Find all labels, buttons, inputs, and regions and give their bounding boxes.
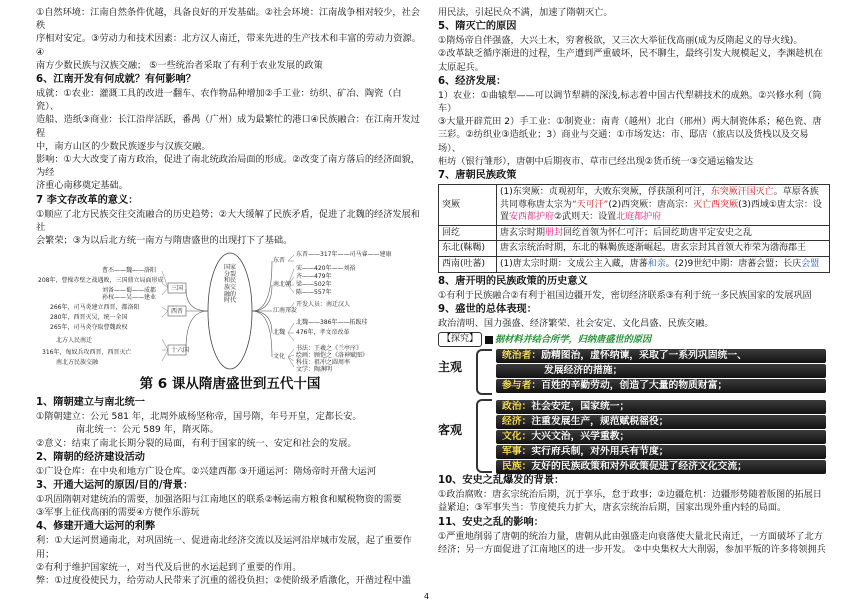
brace-icon	[476, 349, 492, 395]
mind-map-leaf: 266年，司马炎建立西晋，都洛阳	[50, 304, 140, 312]
text-line: ①隋朝建立：公元 581 年，北周外戚杨坚称帝，国号隋，年号开皇，定都长安。	[36, 411, 362, 423]
mind-map-node: 十六国	[171, 347, 190, 355]
text-line: 柜坊（银行雏形），唐朝中后期夜市、草市已经出现②货币统一③交通运输发达	[438, 155, 754, 167]
objective-label: 客观	[438, 423, 463, 438]
bar-label: 文化：	[502, 431, 532, 443]
bar-text: 发展经济的措施；	[544, 365, 623, 377]
reason-bar	[496, 364, 826, 378]
section-heading: 8、唐开明的民族政策的历史意义	[438, 275, 588, 287]
cell-text: (2)西突厥：唐高宗：	[608, 199, 694, 210]
table-cell-key: 东北(靺鞨)	[439, 241, 497, 257]
text-line: 成就：①农业：灌溉工具的改进一翻车、农作物品种增加②手工业：纺织、矿冶、陶瓷（白瓷）、	[36, 88, 402, 113]
section-heading: 7 李文存改革的意义：	[36, 194, 139, 206]
lesson-title: 第 6 课从隋唐盛世到五代十国	[139, 376, 321, 393]
section-heading: 5、隋灭亡的原因	[438, 21, 517, 33]
section-heading: 11、安史之乱的影响：	[438, 516, 544, 528]
mind-map-leaf: 476年，孝文帝改革	[296, 329, 350, 337]
mind-map-leaf: 北方人民南迁	[56, 337, 93, 345]
mind-map-leaf: 曹丕——魏——洛阳	[102, 267, 157, 275]
text-line: ②有利于维护国家统一，对当代及后世的水运起到了重要的作用。	[36, 561, 302, 573]
cell-text: (1)东突厥：贞观初年，大败东突厥，俘获颉利可汗，	[500, 187, 711, 198]
mind-map-node: 三国	[171, 285, 184, 293]
mind-map-center: 国家分裂和民族交融的时代	[223, 264, 236, 305]
bar-text: 实行府兵制，对外用兵有节度；	[531, 446, 669, 458]
cell-highlight: 东突厥汗国灭亡	[710, 187, 774, 198]
cell-highlight: “天可汗”	[572, 199, 609, 210]
cell-text: 回纥首领为怀仁可汗；后回纥助唐平定安史之乱	[563, 227, 753, 238]
table-cell-key: 突厥	[439, 185, 497, 226]
section-heading: 9、盛世的总体表现：	[438, 303, 537, 315]
mind-map-leaf: 208年，曹操赤壁之战遇败，三国鼎立局面形成	[38, 277, 164, 285]
section-heading: 7、唐朝民族政策	[438, 170, 517, 182]
text-line: ①隋炀帝自伴强盛，大兴土木，穷奢极欲，又三次大举征伐高丽(成为反隋起义的导火线)。	[438, 35, 803, 47]
text-line: 益紧迫；③军事失当：节度使兵力扩大，唐玄宗统治后期，国家出现外重内轻的局面。	[438, 502, 787, 514]
text-line: 政治清明、国力强盛、经济繁荣、社会安定、文化昌盛、民族交融。	[438, 317, 714, 329]
left-column	[36, 6, 424, 587]
text-line: 经济；另一方面促进了江南地区的进一步开发。 ②中央集权大大削弱，参加平叛的许多将领拥兵	[438, 543, 826, 555]
inquiry-tag: 【探究】	[438, 332, 482, 347]
mind-map-leaf: 东晋——317年——司马睿——建康	[296, 251, 392, 259]
bar-label: 军事：	[502, 446, 532, 458]
cell-text: 。草原各族共同尊称唐太宗为	[500, 187, 819, 210]
mind-map-leaf: 北魏——386年——拓跋珪	[296, 319, 368, 327]
bar-text: 百姓的辛勤劳动，创造了大量的物质财富；	[541, 380, 728, 392]
mind-map-node: 南北朝	[273, 281, 292, 289]
inquiry-box	[438, 332, 830, 473]
cell-highlight: 会盟	[801, 259, 820, 269]
section-heading: 4、修建开通大运河的利弊	[36, 521, 156, 533]
text-line: 会繁荣；③为以后北方统一南方与隋唐盛世的出现打下了基础。	[36, 235, 293, 247]
bar-label: 统治者：	[502, 350, 542, 362]
bar-text: 社会安定，国家统一；	[531, 401, 630, 413]
mind-map-node: 文化	[273, 353, 286, 361]
cell-text: ②武则天：设置	[554, 212, 617, 223]
mind-map-node: 江南开发	[273, 307, 298, 315]
section-heading: 10、安史之乱爆发的背景：	[438, 475, 565, 487]
mind-map-leaf: 孙权——吴——建业	[102, 294, 157, 302]
text-line: 序相对安定。③劳动力和技术因素：北方汉人南迁，带来先进的生产技术和丰富的劳动力资源。④	[36, 33, 421, 58]
bar-label: 参与者：	[502, 380, 542, 392]
table-cell-value	[497, 185, 830, 226]
table-row	[439, 225, 830, 241]
mind-map-node: 东晋	[273, 257, 286, 265]
cell-text: (3)西域①唐太宗：设置	[500, 199, 822, 223]
mind-map-leaf: 南北方民族交融	[56, 359, 99, 367]
text-line: 影响：①大大改变了南方政治，促进了南北统政治局面的形成。②改变了南方落后的经济面貌，为经	[36, 154, 420, 179]
text-line: ①顺应了北方民族交往交流融合的历史趋势；②大大缓解了民族矛盾，促进了北魏的经济发展和社	[36, 208, 420, 233]
bar-text: 励精图治，虚怀纳谏，采取了一系列巩固统一、	[541, 350, 747, 362]
text-line: ①巩固隋朝对建统治的需要，加强洛阳与江南地区的联系②畅运南方粮食和赋税物资的需要	[36, 494, 402, 506]
mind-map-leaf: 265年，司马炎夺取曹魏政权	[50, 324, 128, 332]
section-heading: 6、经济发展：	[438, 75, 507, 87]
square-bullet-icon	[485, 336, 493, 344]
mind-map-leaf: 开发人员：南迁汉人	[296, 301, 351, 309]
table-cell-key: 西南(吐蕃)	[439, 257, 497, 273]
cell-highlight: 册封	[545, 227, 564, 238]
bar-text: 注重发展生产，规范赋税徭役；	[531, 416, 669, 428]
text-line: 太原起兵。	[438, 61, 484, 73]
text-line: ③军事上征伐高丽的需要④方便作乐游玩	[36, 507, 200, 519]
mind-map-leaf: 陈——557年	[296, 289, 332, 297]
mind-map-leaf: 280年，西晋灭吴，统一全国	[50, 314, 128, 322]
text-line: ①自然环境：江南自然条件优越，具备良好的开发基础。②社会环境：江南战争相对较少，社会秩	[36, 7, 420, 32]
mind-map	[36, 249, 424, 374]
mind-map-leaf: 书法：王羲之《兰亭序》	[296, 345, 363, 353]
table-row	[439, 257, 830, 273]
reason-bar	[496, 445, 826, 459]
bar-label: 政治：	[502, 401, 532, 413]
mind-map-leaf: 科技：祖冲之圆周率	[296, 359, 351, 367]
section-heading: 3、开通大运河的原因/目的/背景：	[36, 480, 194, 492]
inquiry-header	[438, 332, 830, 347]
text-line: ②意义：结束了南北长期分裂的局面，有利于国家的统一、安定和社会的发展。	[36, 437, 357, 449]
text-line: 利：①大运河贯通南北，对巩固统一、促进南北经济交流以及运河沿岸城市发展，起了重要作用；	[36, 535, 412, 560]
reason-bar	[496, 415, 826, 429]
text-line: 南北统一：公元 589 年，隋灭陈。	[76, 424, 219, 436]
text-line: 弊：①过度役使民力，给劳动人民带来了沉重的徭役负担；②使阶级矛盾激化，开凿过程中滥	[36, 575, 411, 587]
reason-bar	[496, 379, 826, 393]
cell-highlight: 安西都护府	[509, 212, 555, 223]
text-line: ③大量开辟荒田 2）手工业：①制瓷业：南青（越州）北白（邢州）两大制瓷体系；秘色瓷、唐	[438, 116, 822, 128]
table-cell-value	[497, 225, 830, 241]
cell-highlight: 灭亡西突厥	[693, 199, 739, 210]
cell-text: (1)唐太宗时期：文成公主入藏，唐蕃	[500, 259, 648, 269]
text-line: ①有利于民族融合②有利于祖国边疆开发，密切经济联系③有利于统一多民族国家的发展巩固	[438, 289, 812, 301]
text-line: 中，南方山区的少数民族逐步与汉族交融。	[36, 140, 211, 152]
reason-bar	[496, 430, 826, 444]
inquiry-title: 据材料并结合所学，归纳唐盛世的原因	[495, 334, 652, 345]
table-cell-value: 唐玄宗统治时期，东北的靺鞨族逐渐崛起。唐玄宗封其首领大祚荣为渤海郡王	[497, 241, 830, 257]
text-line: 用民法，引起民众不满，加速了隋朝灭亡。	[438, 7, 613, 18]
text-line: 济重心南移奠定基础。	[36, 180, 128, 192]
table-cell-value	[497, 257, 830, 273]
ethnic-policy-table	[438, 184, 830, 273]
table-row	[439, 241, 830, 257]
text-line: ①严重地削弱了唐朝的统治力量，唐朝从此由强盛走向衰落使大量北民南迁，一方面破坏了北方	[438, 530, 823, 542]
reason-bar	[496, 400, 826, 414]
text-line: ①政治腐败：唐玄宗统治后期，沉于享乐，怠于政事；②边疆危机：边疆形势随着版图的拓展日	[438, 489, 822, 501]
section-heading: 2、隋朝的经济建设活动	[36, 451, 145, 463]
reason-bar	[496, 460, 826, 474]
section-heading: 1、隋朝建立与南北统一	[36, 397, 145, 409]
inquiry-bars	[438, 349, 830, 473]
mind-map-leaf: 宋——420年——刘裕	[296, 265, 356, 273]
bar-label: 经济：	[502, 416, 532, 428]
brace-icon	[476, 399, 492, 473]
mind-map-leaf: 齐——479年	[296, 273, 332, 281]
mind-map-leaf: 绘画：顾恺之《洛神赋图》	[296, 352, 369, 360]
table-row	[439, 185, 830, 226]
cell-text: 唐玄宗时期	[500, 227, 546, 238]
mind-map-leaf: 梁——502年	[296, 281, 332, 289]
reason-bar	[496, 349, 826, 363]
text-line: 三彩。②纺织业③造纸业；3）商业与交通：①市场发达：市、邸店（旅店以及货栈以及交易场）、	[438, 129, 809, 154]
bar-text: 大兴文治，兴学重教；	[531, 431, 630, 443]
bar-text: 友好的民族政策和对外政策促进了经济文化交流；	[531, 461, 747, 473]
bar-label: 民族：	[502, 461, 532, 473]
right-column	[438, 6, 830, 556]
subjective-label: 主观	[438, 360, 463, 375]
cell-text: 。(2)9世纪中期：唐蕃会盟；长庆	[665, 259, 802, 269]
mind-map-node: 西晋	[171, 308, 184, 316]
page-number: 4	[424, 592, 430, 601]
mind-map-node: 北魏	[273, 329, 286, 337]
mind-map-leaf: 文学：陶渊明	[296, 366, 333, 374]
text-line: ①广设仓库：在中央和地方广设仓库。②兴建西都 ③开通运河：隋炀帝时开凿大运河	[36, 465, 377, 477]
text-line: 造船、造纸③商业：长江沿岸活跃，番禺（广州）成为最繁忙的港口④民族融合：在江南开发过程	[36, 114, 420, 139]
text-line: ②改革缺乏循序渐进的过程，生产遭到严重破坏，民不聊生，最终引发大规模起义，李渊趁机在	[438, 48, 823, 60]
mind-map-leaf: 316年，匈奴兵攻西晋，西晋灭亡	[42, 349, 132, 357]
cell-highlight: 北庭都护府	[616, 212, 662, 223]
text-line: 南方少数民族与汉族交融； ⑤一些统治者采取了有利于农业发展的政策	[36, 59, 323, 71]
cell-highlight: 和亲	[647, 259, 666, 269]
section-heading: 6、江南开发有何成就？有何影响？	[36, 74, 196, 86]
mind-map-leaf: 刘备——蜀——成都	[102, 287, 157, 295]
text-line: 1）农业：①曲辕犁——可以调节犁耕的深浅,标志着中国古代犁耕技术的成熟。②兴修水利（筒车）	[438, 89, 822, 115]
table-cell-key: 回纥	[439, 225, 497, 241]
